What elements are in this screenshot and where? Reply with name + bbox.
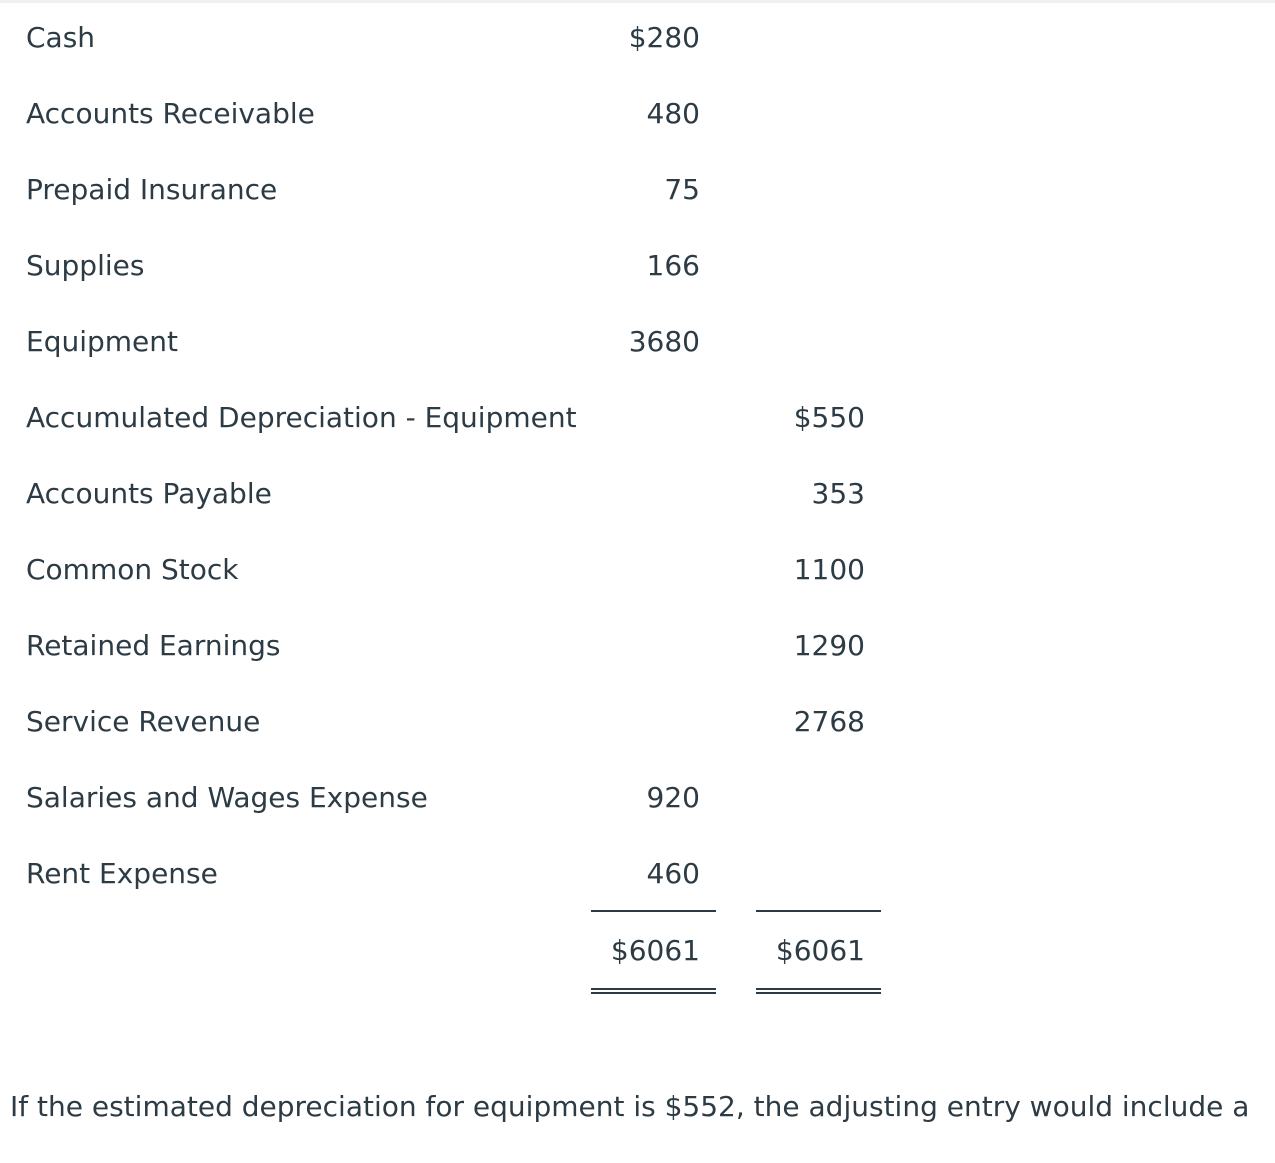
account-name: Supplies — [26, 249, 145, 282]
credit-total: $6061 — [775, 934, 865, 967]
account-name: Salaries and Wages Expense — [26, 781, 428, 814]
table-row — [0, 18, 1275, 58]
totals-row — [0, 931, 1275, 971]
table-row — [0, 550, 1275, 590]
credit-amount: 1100 — [793, 553, 865, 586]
debit-total: $6061 — [610, 934, 700, 967]
top-divider — [0, 0, 1275, 3]
credit-total-double-rule — [756, 988, 881, 994]
table-row — [0, 398, 1275, 438]
credit-amount: $550 — [793, 401, 865, 434]
table-row — [0, 474, 1275, 514]
account-name: Rent Expense — [26, 857, 218, 890]
account-name: Common Stock — [26, 553, 239, 586]
debit-amount: 166 — [646, 249, 700, 282]
account-name: Retained Earnings — [26, 629, 281, 662]
table-row — [0, 778, 1275, 818]
table-row — [0, 322, 1275, 362]
debit-amount: 460 — [646, 857, 700, 890]
debit-amount: 480 — [646, 97, 700, 130]
debit-total-double-rule — [591, 988, 716, 994]
credit-amount: 353 — [811, 477, 865, 510]
debit-subtotal-rule — [591, 910, 716, 912]
account-name: Prepaid Insurance — [26, 173, 278, 206]
account-name: Equipment — [26, 325, 178, 358]
debit-amount: 920 — [646, 781, 700, 814]
debit-amount: 75 — [664, 173, 700, 206]
credit-amount: 2768 — [793, 705, 865, 738]
table-row — [0, 702, 1275, 742]
credit-amount: 1290 — [793, 629, 865, 662]
account-name: Cash — [26, 21, 96, 54]
debit-amount: 3680 — [628, 325, 700, 358]
credit-subtotal-rule — [756, 910, 881, 912]
question-text: If the estimated depreciation for equipment is $552, the adjusting entry would include a — [10, 1090, 1250, 1123]
table-row — [0, 246, 1275, 286]
table-row — [0, 170, 1275, 210]
debit-amount: $280 — [628, 21, 700, 54]
table-row — [0, 94, 1275, 134]
table-row — [0, 626, 1275, 666]
account-name: Accounts Payable — [26, 477, 272, 510]
account-name: Accounts Receivable — [26, 97, 315, 130]
table-row — [0, 854, 1275, 894]
account-name: Service Revenue — [26, 705, 261, 738]
account-name: Accumulated Depreciation - Equipment — [26, 401, 577, 434]
